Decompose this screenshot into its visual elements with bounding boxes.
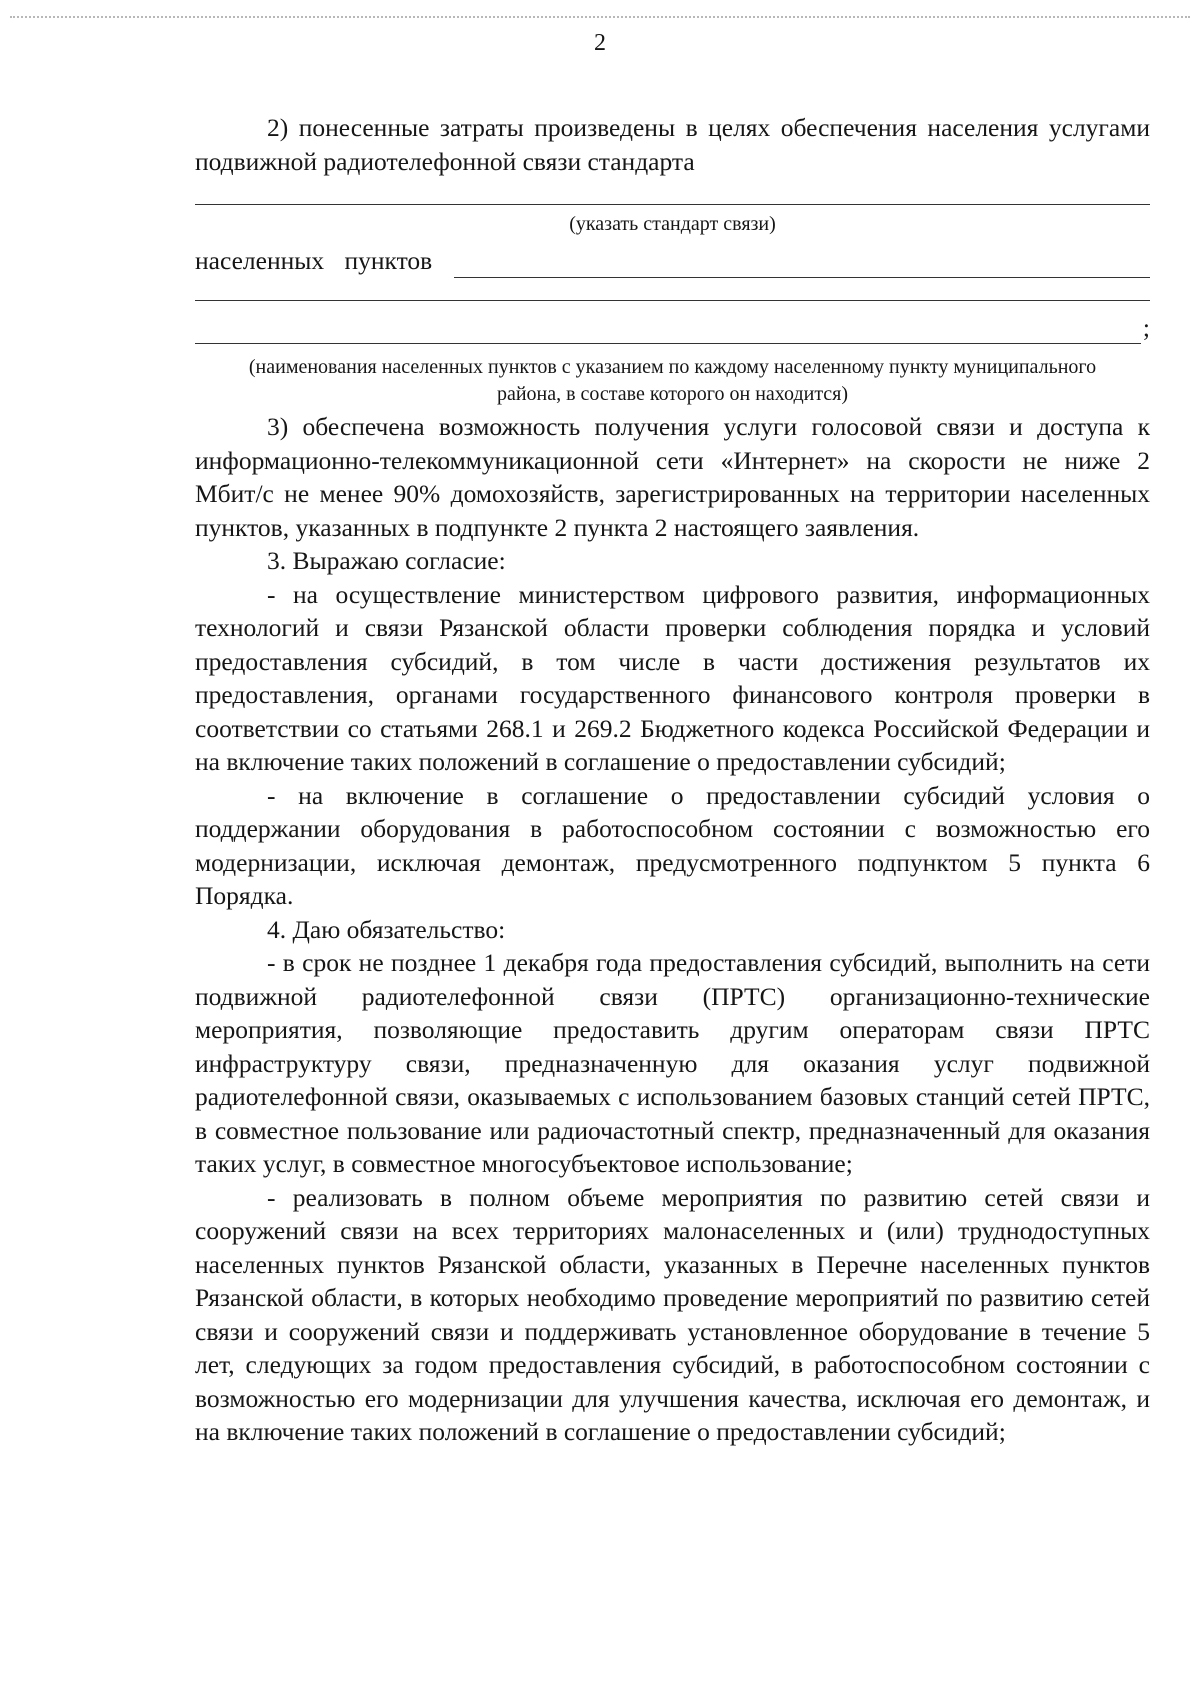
settlements-fill-line-2: [195, 300, 1150, 301]
settlements-row-end: [195, 311, 1150, 345]
settlements-row: [195, 244, 1150, 278]
document-body: [195, 111, 1150, 1449]
settlements-fill-line-3: [195, 319, 1141, 344]
page-number: 2: [594, 30, 606, 56]
standard-fill-line: [195, 204, 1150, 205]
item-3-text: 3) обеспечена возможность получения услуги голосовой связи и доступа к информационно-телекоммуникационной сети «Интернет» на скорости не ниже 2 Мбит/с не менее 90% домохозяйств, зарегистрированных на территории населенных пунктов, указанных в подпункте 2 пункта 2 настоящего заявления.: [195, 412, 1150, 542]
scan-edge-line: [10, 16, 1190, 18]
section-3-paragraph-2: - на включение в соглашение о предоставлении субсидий условия о поддержании оборудования в работоспособном состоянии с возможностью его модернизации, исключая демонтаж, предусмотренного подпунктом 5 пункта 6 Порядка.: [195, 780, 1150, 910]
section-4-paragraph-2: - реализовать в полном объеме мероприятия по развитию сетей связи и сооружений связи на всех территориях малонаселенных и (или) труднодоступных населенных пунктов Рязанской области, указанных в Перечне населенных пунктов Рязанской области, в которых необходимо проведение мероприятий по развитию сетей связи и сооружений связи и поддерживать установленное оборудование в течение 5 лет, следующих за годом предоставления субсидий, в работоспособном состоянии с возможностью его модернизации для улучшения качества, исключая его демонтаж, и на включение таких положений в соглашение о предоставлении субсидий;: [195, 1182, 1150, 1446]
section-4-heading: 4. Даю обязательство:: [267, 914, 506, 944]
section-3-paragraph-1: - на осуществление министерством цифрового развития, информационных технологий и связи Рязанской области проверки соблюдения порядка и условий предоставления субсидий, в том числе в части достижения результатов их предоставления, органами государственного финансового контроля проверки в соответствии со статьями 268.1 и 269.2 Бюджетного кодекса Российской Федерации и на включение таких положений в соглашение о предоставлении субсидий;: [195, 579, 1150, 776]
settlements-caption: (наименования населенных пунктов с указанием по каждому населенному пункту муниципального района, в составе которого он находится): [248, 356, 1097, 405]
standard-caption: (указать стандарт связи): [569, 213, 776, 235]
semicolon-mark: ;: [1142, 312, 1150, 342]
section-4-paragraph-1: - в срок не позднее 1 декабря года предоставления субсидий, выполнить на сети подвижной радиотелефонной связи (ПРТС) организационно-технические мероприятия, позволяющие предоставить другим операторам связи ПРТС инфраструктуру связи, предназначенную для оказания услуг подвижной радиотелефонной связи, оказываемых с использованием базовых станций сетей ПРТС, в совместное пользование или радиочастотный спектр, предназначенный для оказания таких услуг, в совместное многосубъектовое использование;: [195, 948, 1150, 1178]
section-3-heading: 3. Выражаю согласие:: [267, 546, 506, 575]
item-2-text: 2) понесенные затраты произведены в целях обеспечения населения услугами подвижной радиотелефонной связи стандарта: [195, 113, 1150, 176]
settlements-fill-line-1: [454, 253, 1150, 278]
settlements-label: населенных пунктов: [195, 246, 433, 275]
